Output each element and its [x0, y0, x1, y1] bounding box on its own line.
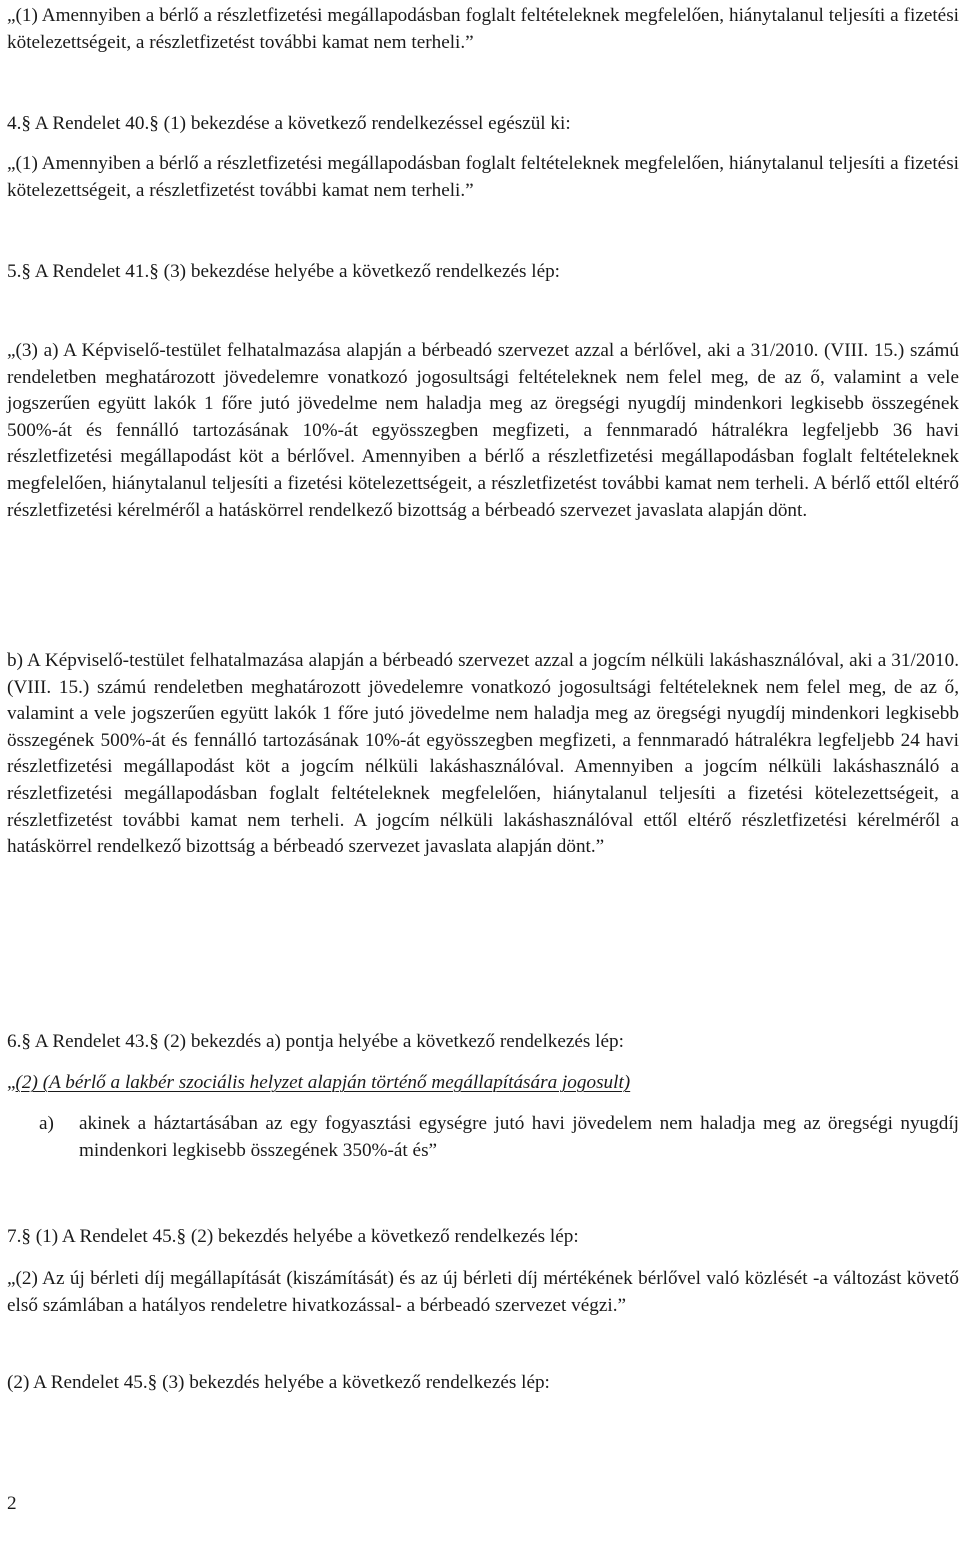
section-heading-5: 5.§ A Rendelet 41.§ (3) bekezdése helyébe a következő rendelkezés lép:: [7, 261, 561, 282]
italic-heading: (2) (A bérlő a lakbér szociális helyzet alapján történő megállapítására jogosult): [15, 1072, 631, 1093]
paragraph-3b: b) A Képviselő-testület felhatalmazása alapján a bérbeadó szervezet azzal a jogcím nélküli lakáshasználóval, aki a 31/2010. (VIII. 15.) számú rendeletben meghatározott jövedelemre vonatkozó jogosultsági feltételeknek nem felel meg, de az ő, valamint a vele jogszerűen együtt lakók 1 főre jutó jövedelme nem haladja meg az öregségi nyugdíj mindenkori legkisebb összegének 500%-át és fennálló tartozásának 10%-át egyösszegben megfizeti, a fennmaradó hátralékra legfeljebb 24 havi részletfizetési megállapodást köt a jogcím nélküli lakáshasználóval. Amennyiben a jogcím nélküli lakáshasználó a részletfizetési megállapodásban foglalt feltételeknek megfelelően, hiánytalanul teljesíti a fizetési kötelezettségeit, a részletfizetést további kamat nem terheli. A jogcím nélküli lakáshasználóval ettől eltérő részletfizetési kérelméről a hatáskörrel rendelkező bizottság a bérbeadó szervezet javaslata alapján dönt.”: [7, 650, 959, 858]
quote-open: „: [7, 1072, 16, 1093]
quoted-paragraph-1: „(1) Amennyiben a bérlő a részletfizetési megállapodásban foglalt feltételeknek megfelelően, hiánytalanul teljesíti a fizetési kötelezettségeit, a részletfizetést további kamat nem terheli.”: [7, 5, 959, 53]
section-heading-7-2: (2) A Rendelet 45.§ (3) bekezdés helyébe a következő rendelkezés lép:: [7, 1372, 550, 1393]
italic-heading-line: [7, 1070, 959, 1097]
list-item-text: akinek a háztartásában az egy fogyasztási egységre jutó havi jövedelem nem haladja meg az öregségi nyugdíj mindenkori legkisebb összegének 350%-át és”: [79, 1113, 959, 1161]
section-heading-7: 7.§ (1) A Rendelet 45.§ (2) bekezdés helyébe a következő rendelkezés lép:: [7, 1226, 579, 1247]
quoted-paragraph-2: „(1) Amennyiben a bérlő a részletfizetési megállapodásban foglalt feltételeknek megfelelően, hiánytalanul teljesíti a fizetési kötelezettségeit, a részletfizetést további kamat nem terheli.”: [7, 153, 959, 201]
list-marker: a): [39, 1113, 54, 1134]
page-number: 2: [7, 1493, 17, 1514]
paragraph-3a: „(3) a) A Képviselő-testület felhatalmazása alapján a bérbeadó szervezet azzal a bérlővel, aki a 31/2010. (VIII. 15.) számú rendeletben meghatározott jövedelemre vonatkozó jogosultsági feltételeknek nem felel meg, de az ő, valamint a vele jogszerűen együtt lakók 1 főre jutó jövedelme nem haladja meg az öregségi nyugdíj mindenkori legkisebb összegének 500%-át és fennálló tartozásának 10%-át egyösszegben megfizeti, a fennmaradó hátralékra legfeljebb 36 havi részletfizetési megállapodást köt a bérlővel. Amennyiben a bérlő a részletfizetési megállapodásban foglalt feltételeknek megfelelően, hiánytalanul teljesíti a fizetési kötelezettségeit, a részletfizetést további kamat nem terheli. A bérlő ettől eltérő részletfizetési kérelméről a hatáskörrel rendelkező bizottság a bérbeadó szervezet javaslata alapján dönt.: [7, 340, 959, 521]
quoted-paragraph-7: „(2) Az új bérleti díj megállapítását (kiszámítását) és az új bérleti díj mértékének bérlővel való közlését -a változást követő első számlában a hatályos rendeletre hivatkozással- a bérbeadó szervezet végzi.”: [7, 1268, 959, 1316]
section-heading-4: 4.§ A Rendelet 40.§ (1) bekezdése a következő rendelkezéssel egészül ki:: [7, 113, 571, 134]
section-heading-6: 6.§ A Rendelet 43.§ (2) bekezdés a) pontja helyébe a következő rendelkezés lép:: [7, 1031, 624, 1052]
